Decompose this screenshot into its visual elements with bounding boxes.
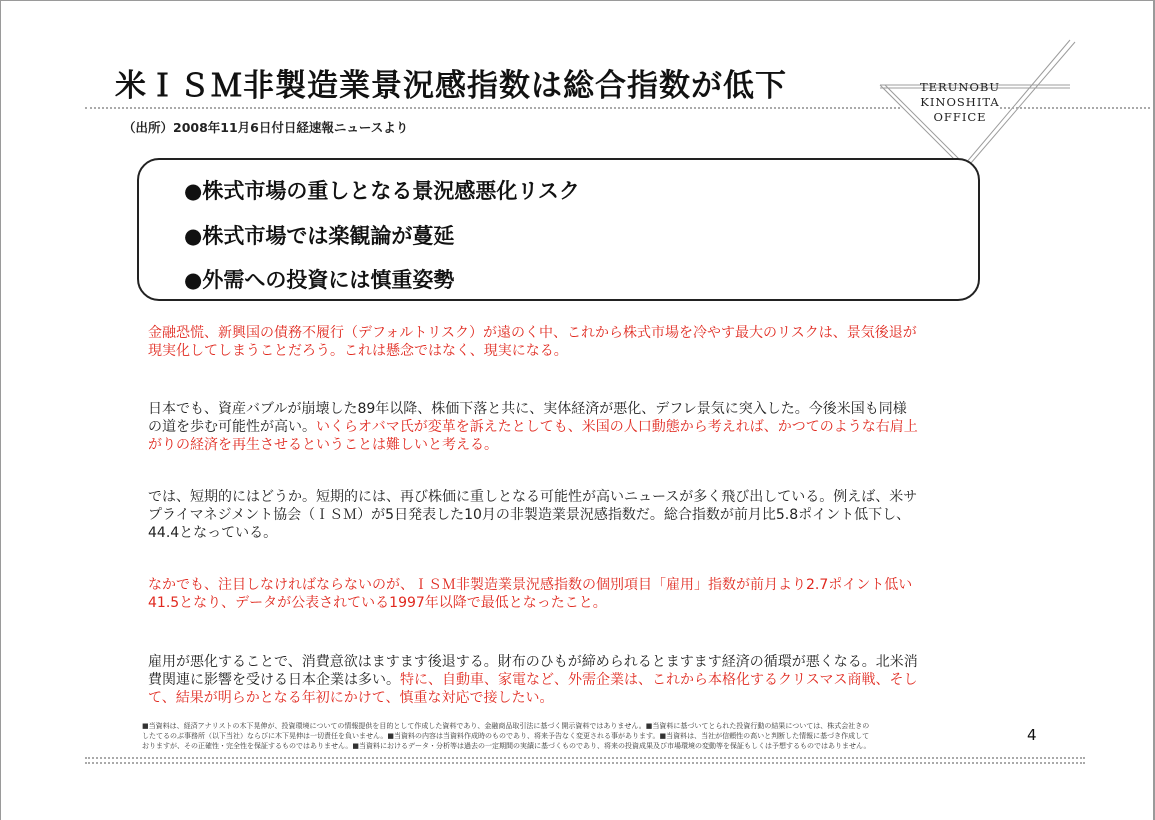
disclaimer-line: おりますが、その正確性・完全性を保証するものではありません。■当資料におけるデータ・分析等は過去の一定期間の実績に基づくものであり、将来の投資成果及び市場環境の変動等を保証もしくは予想するものではありません。 xyxy=(142,742,871,750)
body-paragraph xyxy=(148,324,983,360)
text-segment: 41.5となり、データが公表されている1997年以降で最低となったこと。 xyxy=(148,595,607,611)
summary-item: ●外需への投資には慎重姿勢 xyxy=(184,268,455,292)
frame-top-border xyxy=(0,0,1155,1)
text-segment: では、短期的にはどうか。短期的には、再び株価に重しとなる可能性が高いニュースが多く飛び出している。例えば、米サ xyxy=(148,489,918,505)
page-number: 4 xyxy=(1027,726,1037,744)
title-divider xyxy=(85,107,900,109)
summary-item: ●株式市場では楽観論が蔓延 xyxy=(184,224,455,248)
text-segment: いくらオバマ氏が変革を訴えたとしても、米国の人口動態から考えれば、かつてのような右肩上 xyxy=(316,419,918,435)
text-segment: なかでも、注目しなければならないのが、ＩＳＭ非製造業景況感指数の個別項目「雇用」指数が前月より2.7ポイント低い xyxy=(148,577,913,593)
text-segment: 44.4となっている。 xyxy=(148,525,278,541)
frame-left-border xyxy=(0,0,1,820)
body-paragraph xyxy=(148,653,983,707)
text-segment: の道を歩む可能性が高い。 xyxy=(148,419,316,435)
paragraph-line xyxy=(148,576,983,594)
paragraph-line xyxy=(148,653,983,671)
paragraph-line xyxy=(148,671,983,689)
paragraph-line xyxy=(148,488,983,506)
text-segment: 日本でも、資産バブルが崩壊した89年以降、株価下落と共に、実体経済が悪化、デフレ景気に突入した。今後米国も同様 xyxy=(148,401,907,417)
bottom-divider xyxy=(85,757,1085,759)
text-segment: 雇用が悪化することで、消費意欲はますます後退する。財布のひもが締められるとますます経済の循環が悪くなる。北米消 xyxy=(148,654,918,670)
paragraph-line xyxy=(148,506,983,524)
slide-title: 米ＩＳＭ非製造業景況感指数は総合指数が低下 xyxy=(115,68,787,104)
summary-item: ●株式市場の重しとなる景況感悪化リスク xyxy=(184,179,580,203)
paragraph-line xyxy=(148,342,983,360)
body-paragraph xyxy=(148,576,983,612)
text-segment: て、結果が明らかとなる年初にかけて、慎重な対応で接したい。 xyxy=(148,690,554,706)
text-segment: 金融恐慌、新興国の債務不履行（デフォルトリスク）が遠のく中、これから株式市場を冷やす最大のリスクは、景気後退が xyxy=(148,325,917,341)
header-right-divider xyxy=(1000,107,1150,109)
text-segment: プライマネジメント協会（ＩＳＭ）が5日発表した10月の非製造業景況感指数だ。総合指数が前月比5.8ポイント低下し、 xyxy=(148,507,911,523)
logo-line: TERUNOBU xyxy=(919,80,1001,94)
paragraph-line xyxy=(148,418,983,436)
body-paragraph xyxy=(148,400,983,454)
paragraph-line xyxy=(148,689,983,707)
summary-box xyxy=(137,158,980,301)
paragraph-line xyxy=(148,524,983,542)
disclaimer-line: ■当資料は、経済アナリストの木下晃伸が、投資環境についての情報提供を目的として作成した資料であり、金融商品取引法に基づく開示資料ではありません。■当資料に基づいてとられた投資行動の結果については、株式会社きの xyxy=(142,722,870,730)
logo-line: OFFICE xyxy=(933,110,987,124)
text-segment: がりの経済を再生させるということは難しいと考える。 xyxy=(148,437,498,453)
disclaimer-line: したてるのぶ事務所（以下当社）ならびに木下晃伸は一切責任を負いません。■当資料の内容は当資料作成時のものであり、将来予告なく変更される事があります。■当資料は、当社が信頼性の高いと判断した情報に基づき作成して xyxy=(142,732,870,740)
office-logo xyxy=(905,80,1015,125)
paragraph-line xyxy=(148,436,983,454)
text-segment: 現実化してしまうことだろう。これは懸念ではなく、現実になる。 xyxy=(148,343,568,359)
paragraph-line xyxy=(148,400,983,418)
body-paragraph xyxy=(148,488,983,542)
disclaimer-footer xyxy=(142,721,1012,751)
source-citation: （出所）2008年11月6日付日経速報ニュースより xyxy=(123,120,409,135)
text-segment: 費関連に影響を受ける日本企業は多い。 xyxy=(148,672,400,688)
logo-line: KINOSHITA xyxy=(920,95,1000,109)
paragraph-line xyxy=(148,594,983,612)
bottom-divider xyxy=(85,762,1085,764)
paragraph-line xyxy=(148,324,983,342)
text-segment: 特に、自動車、家電など、外需企業は、これから本格化するクリスマス商戦、そし xyxy=(400,672,918,688)
